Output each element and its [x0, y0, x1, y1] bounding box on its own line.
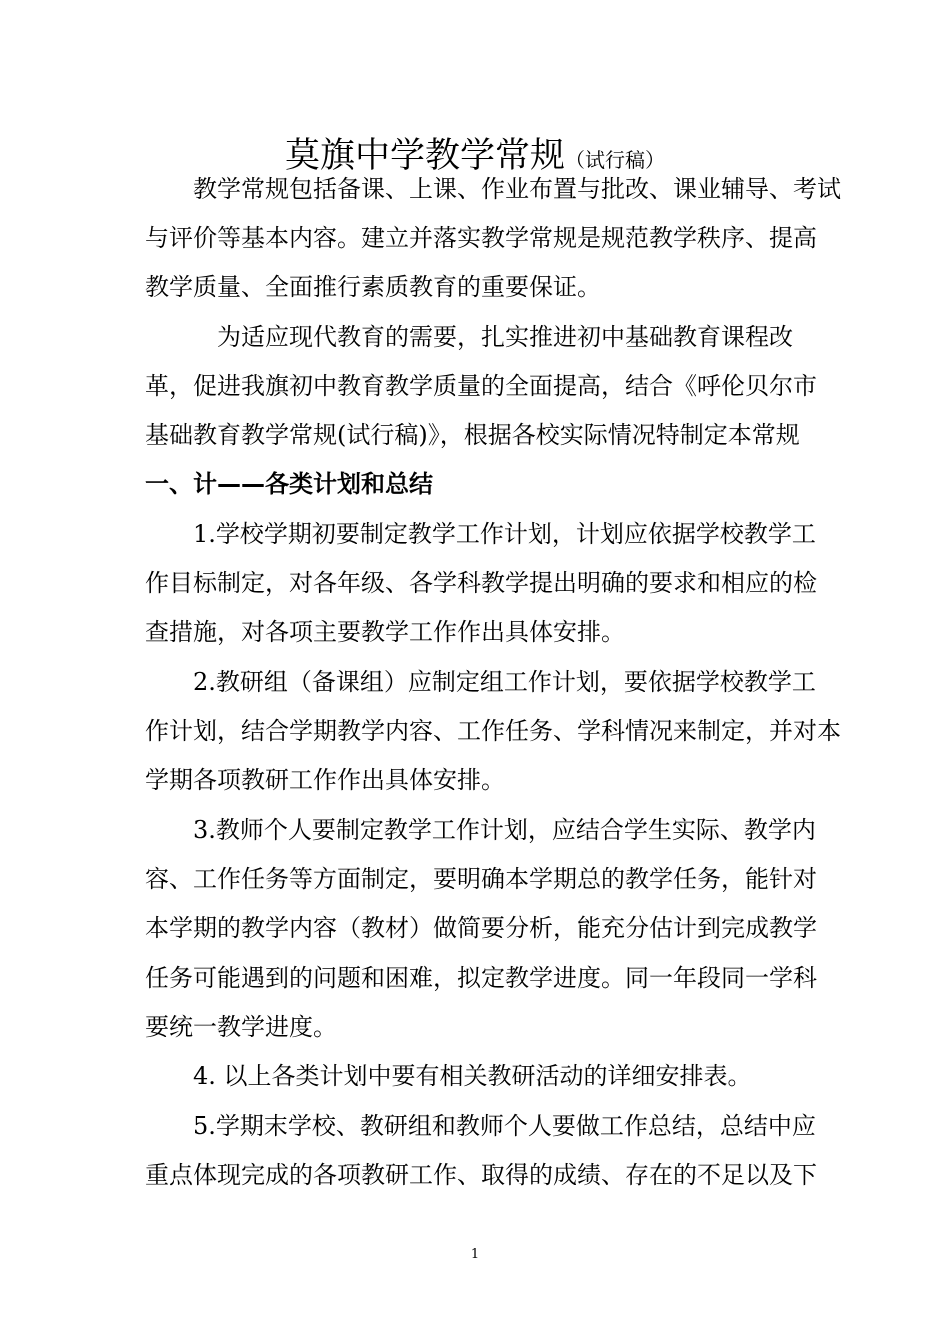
- title-main: 莫旗中学教学常规: [284, 136, 565, 176]
- paragraph-line: 任务可能遇到的问题和困难，拟定教学进度。同一年段同一学科: [145, 964, 817, 992]
- paragraph-line: 2.教研组（备课组）应制定组工作计划，要依据学校教学工: [145, 668, 816, 696]
- page-number: 1: [470, 1247, 480, 1262]
- document-title: [0, 128, 950, 178]
- paragraph-line: 教学质量、全面推行素质教育的重要保证。: [145, 273, 601, 301]
- paragraph-line: 3.教师个人要制定教学工作计划，应结合学生实际、教学内: [145, 816, 816, 844]
- section-heading: 一、计——各类计划和总结: [145, 470, 433, 498]
- paragraph-line: 与评价等基本内容。建立并落实教学常规是规范教学秩序、提高: [145, 224, 817, 252]
- paragraph-line: 学期各项教研工作作出具体安排。: [145, 766, 505, 794]
- paragraph-line: 5.学期末学校、教研组和教师个人要做工作总结，总结中应: [145, 1112, 816, 1140]
- paragraph-line: 为适应现代教育的需要，扎实推进初中基础教育课程改: [145, 323, 793, 351]
- paragraph-line: 教学常规包括备课、上课、作业布置与批改、课业辅导、考试: [145, 175, 841, 203]
- paragraph-line: 基础教育教学常规(试行稿)》，根据各校实际情况特制定本常规: [145, 421, 800, 449]
- paragraph-line: 要统一教学进度。: [145, 1013, 337, 1041]
- paragraph-line: 革，促进我旗初中教育教学质量的全面提高，结合《呼伦贝尔市: [145, 372, 817, 400]
- title-subtitle: （试行稿）: [565, 148, 665, 172]
- paragraph-line: 容、工作任务等方面制定，要明确本学期总的教学任务，能针对: [145, 865, 817, 893]
- paragraph-line: 作目标制定，对各年级、各学科教学提出明确的要求和相应的检: [145, 569, 817, 597]
- paragraph-line: 查措施，对各项主要教学工作作出具体安排。: [145, 618, 625, 646]
- paragraph-line: 作计划，结合学期教学内容、工作任务、学科情况来制定，并对本: [145, 717, 841, 745]
- paragraph-line: 本学期的教学内容（教材）做简要分析，能充分估计到完成教学: [145, 914, 817, 942]
- paragraph-line: 1.学校学期初要制定教学工作计划，计划应依据学校教学工: [145, 520, 816, 548]
- paragraph-line: 4. 以上各类计划中要有相关教研活动的详细安排表。: [145, 1062, 752, 1090]
- paragraph-line: 重点体现完成的各项教研工作、取得的成绩、存在的不足以及下: [145, 1161, 817, 1189]
